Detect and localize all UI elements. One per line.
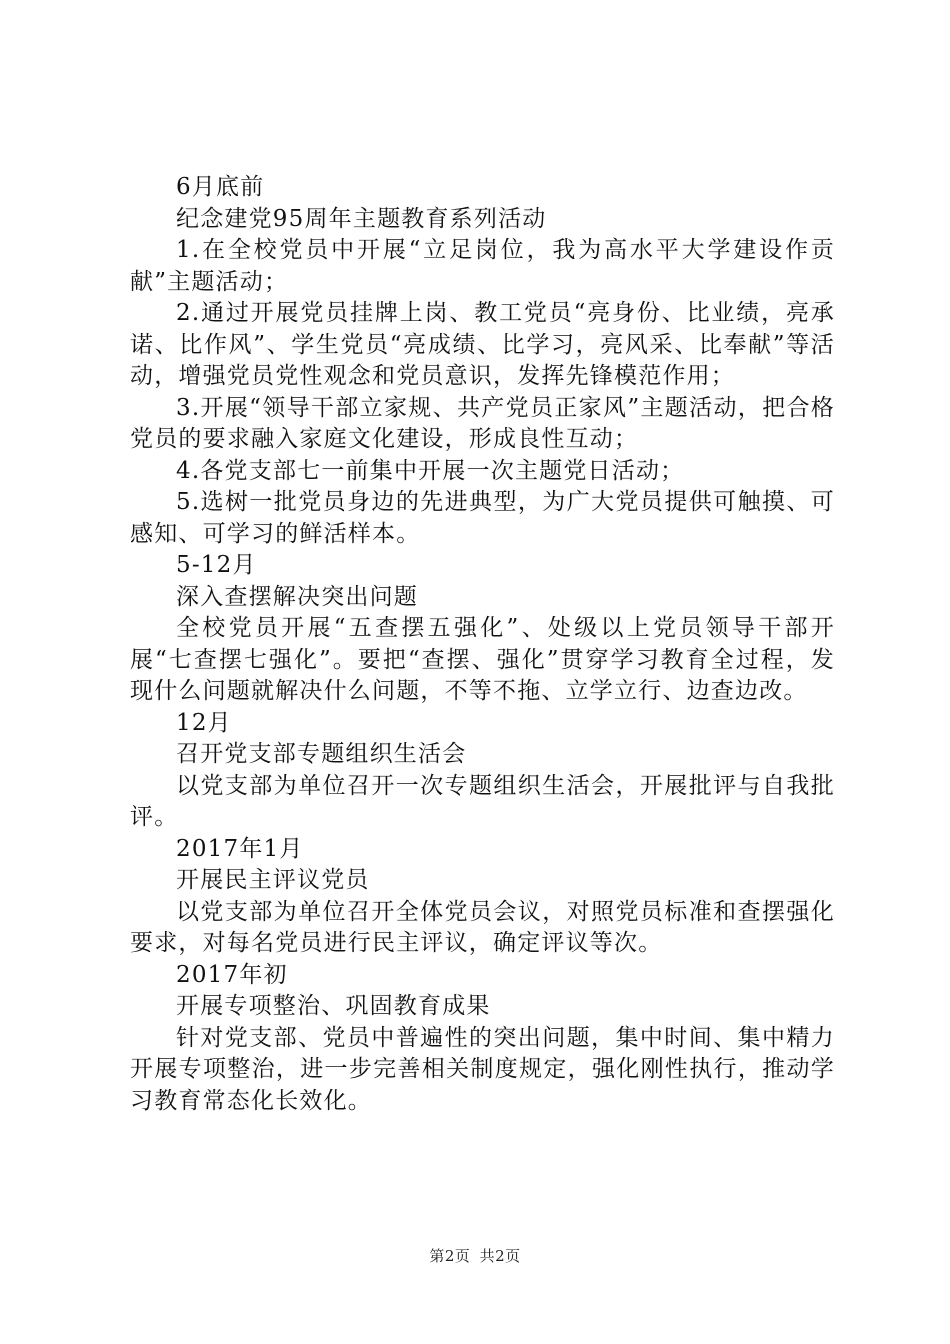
paragraph: 1.在全校党员中开展“立足岗位，我为高水平大学建设作贡献”主题活动； [130, 237, 835, 295]
document-body [130, 172, 835, 1117]
paragraph: 针对党支部、党员中普遍性的突出问题，集中时间、集中精力开展专项整治，进一步完善相关制度规定，强化刚性执行，推动学习教育常态化长效化。 [130, 1024, 835, 1114]
page-footer [0, 1245, 950, 1266]
paragraph: 6月底前 [176, 174, 265, 200]
page-number: 第2页 [429, 1247, 471, 1265]
paragraph: 开展专项整治、巩固教育成果 [176, 993, 491, 1019]
paragraph: 纪念建党95周年主题教育系列活动 [176, 205, 547, 232]
total-pages: 共2页 [479, 1247, 521, 1265]
paragraph: 全校党员开展“五查摆五强化”、处级以上党员领导干部开展“七查摆七强化”。要把“查摆、强化”贯穿学习教育全过程，发现什么问题就解决什么问题，不等不拖、立学立行、边查边改。 [130, 615, 835, 704]
paragraph: 以党支部为单位召开全体党员会议，对照党员标准和查摆强化要求，对每名党员进行民主评议，确定评议等次。 [130, 898, 835, 956]
paragraph: 5.选树一批党员身边的先进典型，为广大党员提供可触摸、可感知、可学习的鲜活样本。 [130, 489, 835, 547]
paragraph: 3.开展“领导干部立家规、共产党员正家风”主题活动，把合格党员的要求融入家庭文化建设，形成良性互动； [130, 394, 835, 452]
paragraph: 以党支部为单位召开一次专题组织生活会，开展批评与自我批评。 [130, 772, 835, 830]
paragraph: 2.通过开展党员挂牌上岗、教工党员“亮身份、比业绩，亮承诺、比作风”、学生党员“亮成绩、比学习，亮风采、比奉献”等活动，增强党员党性观念和党员意识，发挥先锋模范作用； [130, 300, 835, 389]
paragraph: 5-12月 [176, 552, 257, 578]
paragraph: 开展民主评议党员 [176, 867, 370, 893]
paragraph: 深入查摆解决突出问题 [176, 583, 418, 610]
paragraph: 2017年初 [176, 961, 288, 988]
paragraph: 12月 [176, 709, 232, 736]
paragraph: 2017年1月 [176, 835, 304, 862]
paragraph: 4.各党支部七一前集中开展一次主题党日活动； [176, 457, 685, 484]
paragraph: 召开党支部专题组织生活会 [176, 741, 467, 767]
